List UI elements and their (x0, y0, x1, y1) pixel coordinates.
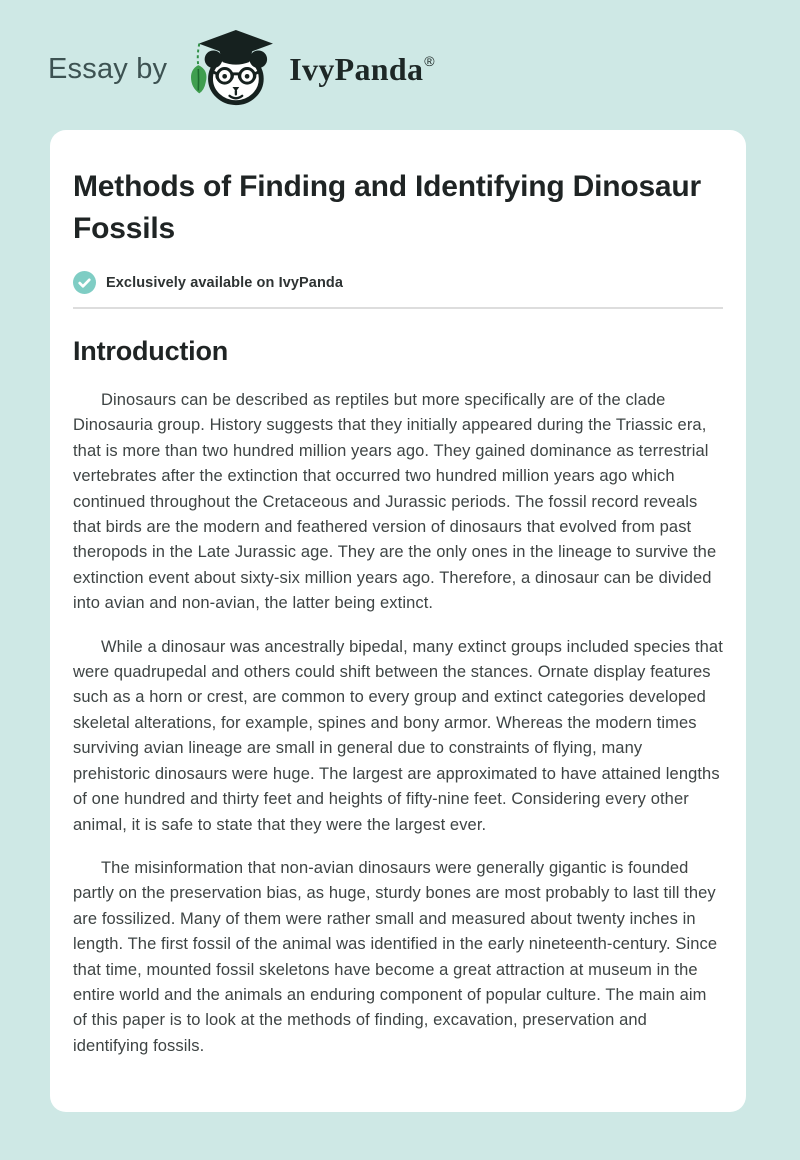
brand-name (289, 51, 435, 88)
divider (73, 307, 723, 309)
paragraph: The misinformation that non-avian dinosaurs were generally gigantic is founded partly on the preservation bias, as huge, sturdy bones are most probably to last till they are fossilized. Many of them were rather small and measured about twenty inches in length. The first fossil of the animal was identified in the early nineteenth-century. Since that time, mounted fossil skeletons have become a great attraction at museum in the entire world and the animals an enduring component of popular culture. The main aim of this paper is to look at the methods of finding, excavation, preservation and identifying fossils. (73, 858, 718, 1055)
exclusive-badge (73, 271, 723, 294)
registered-mark: ® (424, 52, 435, 69)
header (0, 0, 800, 108)
section-heading-introduction: Introduction (73, 336, 229, 366)
check-icon (73, 271, 96, 294)
essay-title: Methods of Finding and Identifying Dinosaur Fossils (73, 170, 702, 245)
essay-card (50, 130, 746, 1112)
essay-by-label: Essay by (48, 52, 168, 85)
paragraph: Dinosaurs can be described as reptiles but more specifically are of the clade Dinosauria group. History suggests that they initially appeared during the Triassic era, that is more than two hundred million years ago. They gained dominance as terrestrial vertebrates after the extinction that occurred two hundred million years ago which continued throughout the Cretaceous and Jurassic periods. The fossil record reveals that birds are the modern and feathered version of dinosaurs that evolved from past theropods in the Late Jurassic age. They are the only ones in the lineage to survive the extinction event about sixty-six million years ago. Therefore, a dinosaur can be divided into avian and non-avian, the latter being extinct. (73, 391, 717, 613)
brand-text: IvyPanda (289, 50, 424, 87)
badge-label: Exclusively available on IvyPanda (106, 274, 344, 291)
panda-graduate-icon (181, 29, 281, 109)
paragraph: While a dinosaur was ancestrally bipedal, many extinct groups included species that were quadrupedal and others could shift between the stances. Ornate display features such as a horn or crest, are common to every group and extinct categories developed skeletal alterations, for example, spines and bony armor. Whereas the modern times surviving avian lineage are small in general due to constraints of flying, many prehistoric dinosaurs were huge. The largest are approximated to have attained lengths of one hundred and thirty feet and heights of fifty-nine feet. Considering every other animal, it is safe to state that they were the largest ever. (73, 637, 723, 834)
